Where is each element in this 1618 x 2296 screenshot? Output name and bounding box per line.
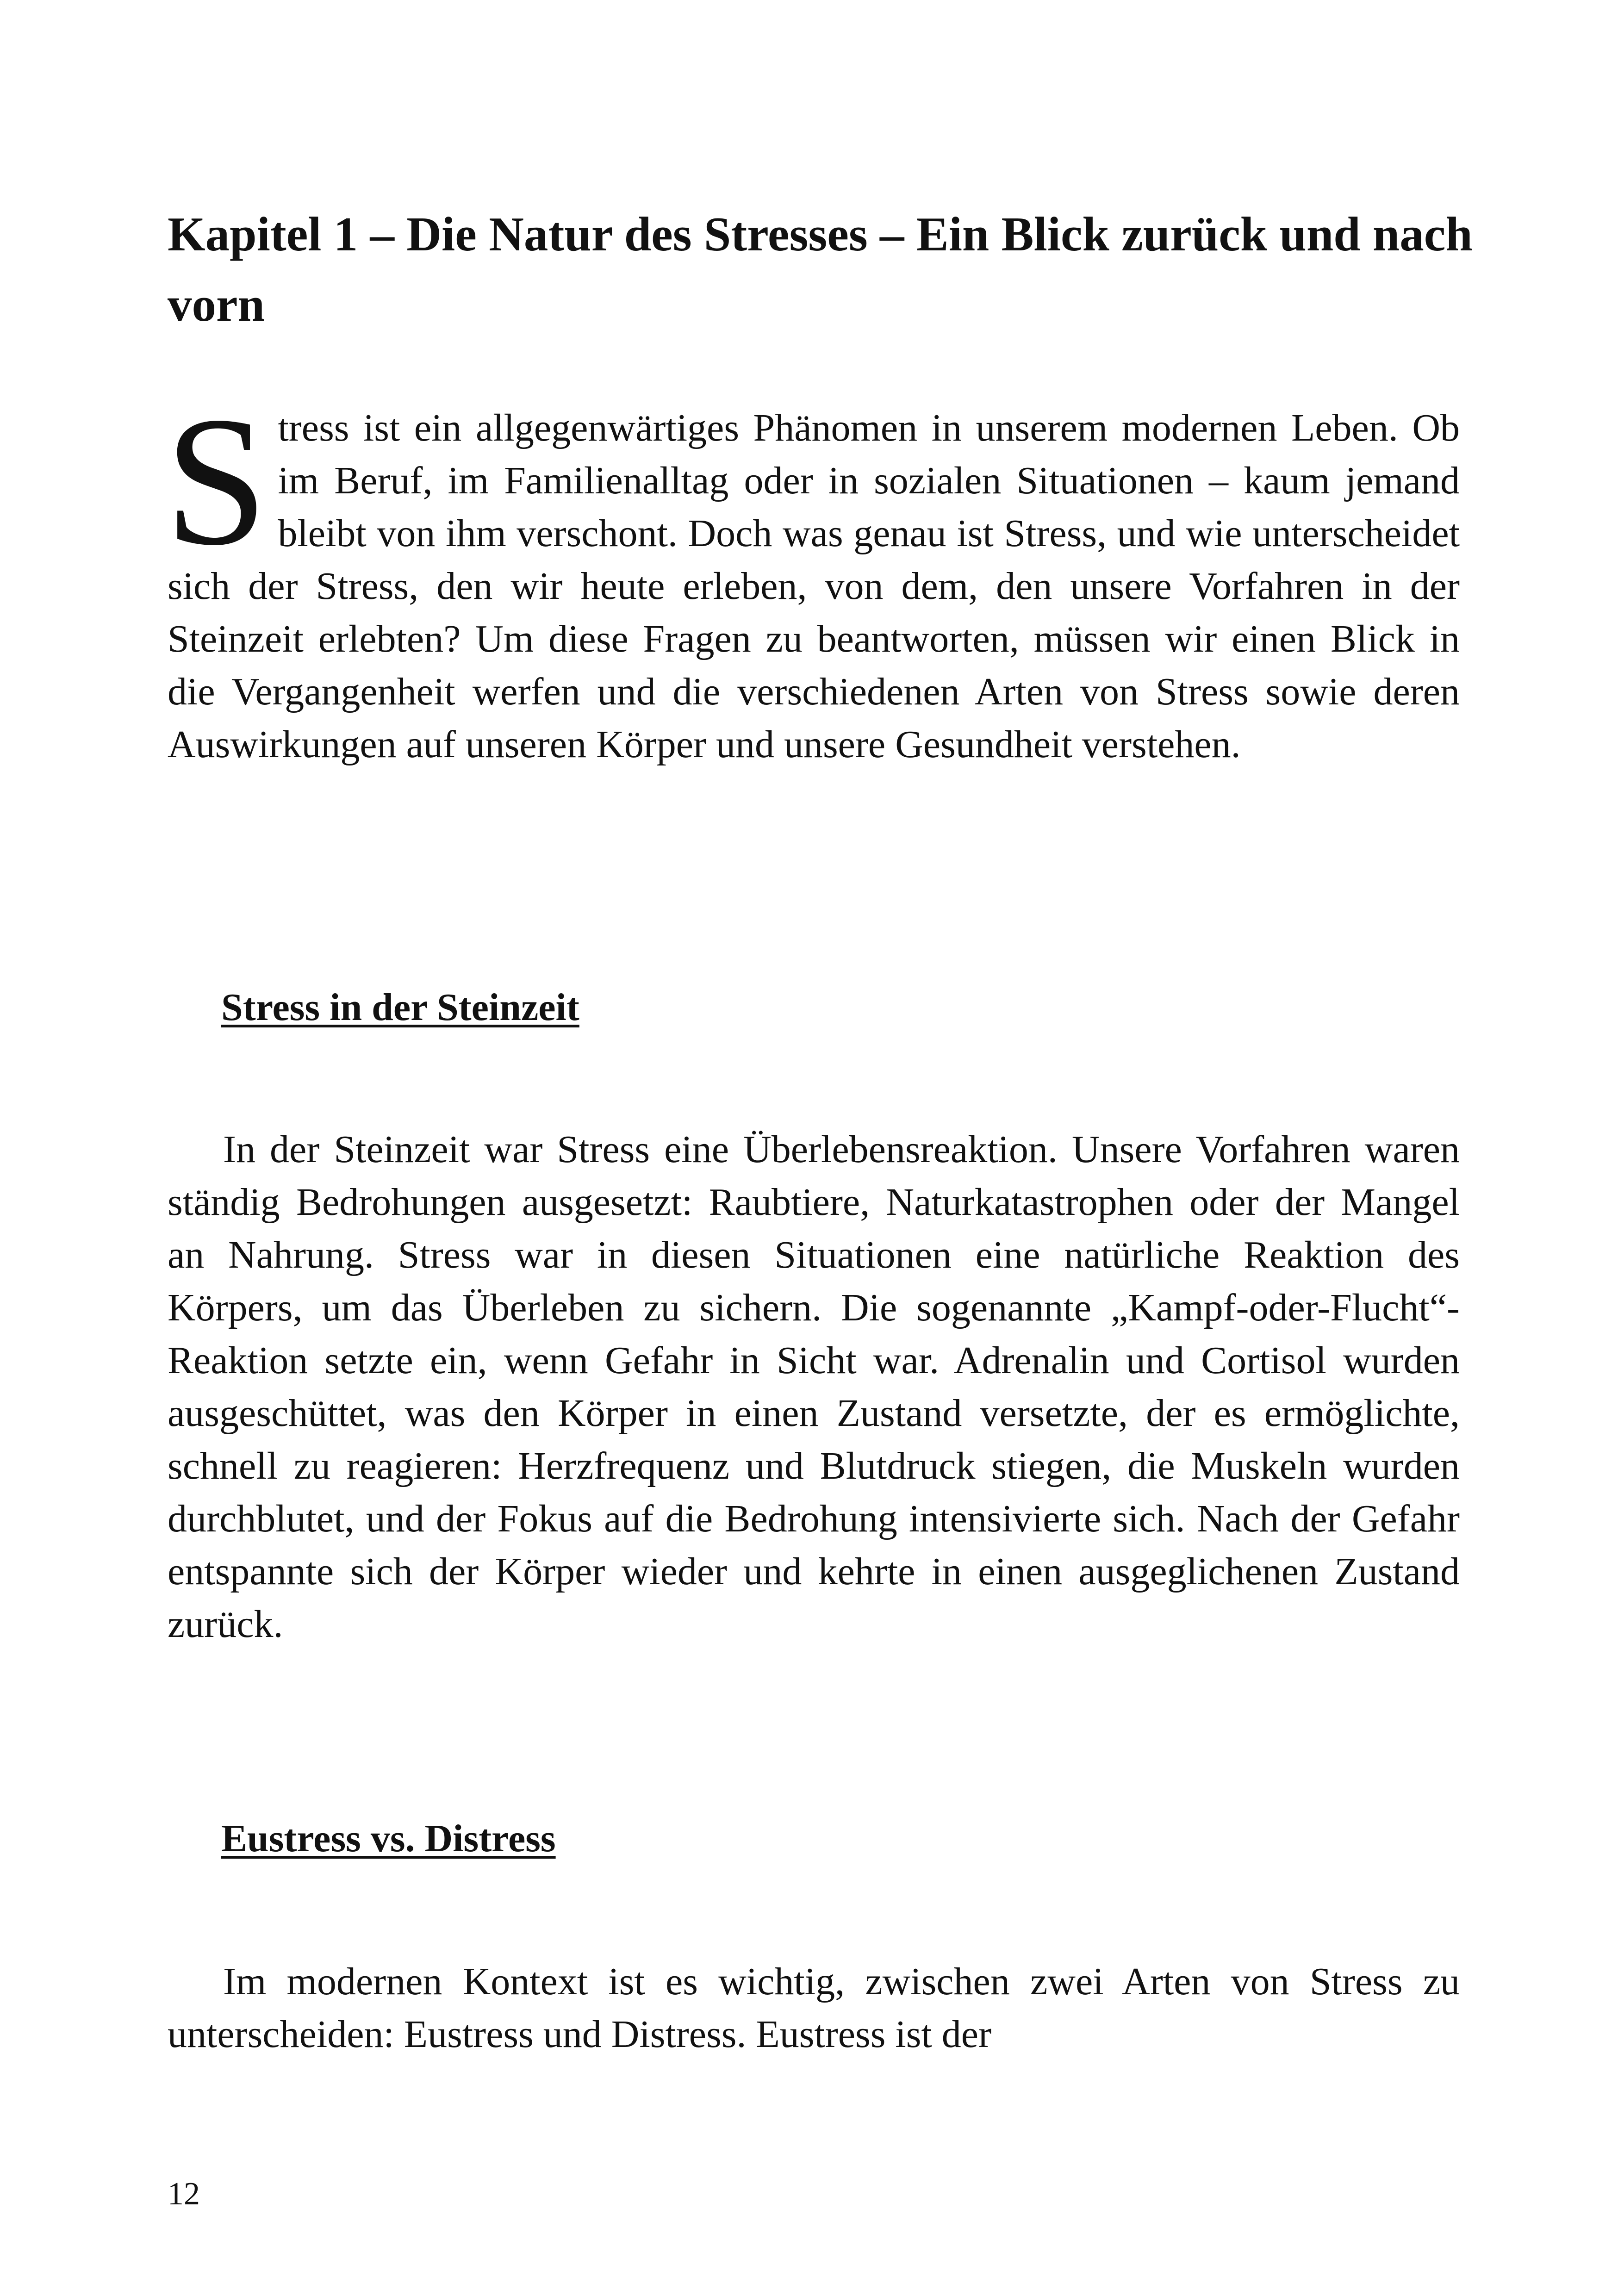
section-paragraph-eustress: Im modernen Kontext ist es wichtig, zwischen zwei Arten von Stress zu unterscheiden: Eustress und Distress. Eustress ist der <box>168 1960 1460 2056</box>
intro-text: tress ist ein allgegenwärtiges Phänomen in unserem modernen Leben. Ob im Beruf, im Familienalltag oder in sozialen Situationen – kaum jemand bleibt von ihm verschont. Doch was genau ist Stress, und wie unterscheidet sich der Stress, den wir heute erleben, von dem, den unsere Vorfahren in der Steinzeit erlebten? Um diese Fragen zu beantworten, müssen wir einen Blick in die Vergangenheit werfen und die verschiedenen Arten von Stress sowie deren Auswirkungen auf unseren Körper und unsere Gesundheit verstehen. <box>168 406 1460 766</box>
chapter-title: Kapitel 1 – Die Natur des Stresses – Ein Blick zurück und nach vorn <box>168 207 1473 331</box>
section-paragraph-steinzeit: In der Steinzeit war Stress eine Überlebensreaktion. Unsere Vorfahren waren ständig Bedrohungen ausgesetzt: Raubtiere, Naturkatastrophen oder der Mangel an Nahrung. Stress war in diesen Situationen eine natürliche Reaktion des Körpers, um das Überleben zu sichern. Die sogenannte „Kampf-oder-Flucht“-Reaktion setzte ein, wenn Gefahr in Sicht war. Adrenalin und Cortisol wurden ausgeschüttet, was den Körper in einen Zustand versetzte, der es ermöglichte, schnell zu reagieren: Herzfrequenz und Blutdruck stiegen, die Muskeln wurden durchblutet, und der Fokus auf die Bedrohung intensivierte sich. Nach der Gefahr entspannte sich der Körper wieder und kehrte in einen ausgeglichenen Zustand zurück. <box>168 1128 1460 1646</box>
section-heading-eustress: Eustress vs. Distress <box>221 1817 556 1860</box>
section-heading-steinzeit: Stress in der Steinzeit <box>221 986 579 1029</box>
page-number: 12 <box>168 2176 200 2212</box>
drop-cap: S <box>165 379 268 584</box>
intro-paragraph <box>165 379 1460 771</box>
